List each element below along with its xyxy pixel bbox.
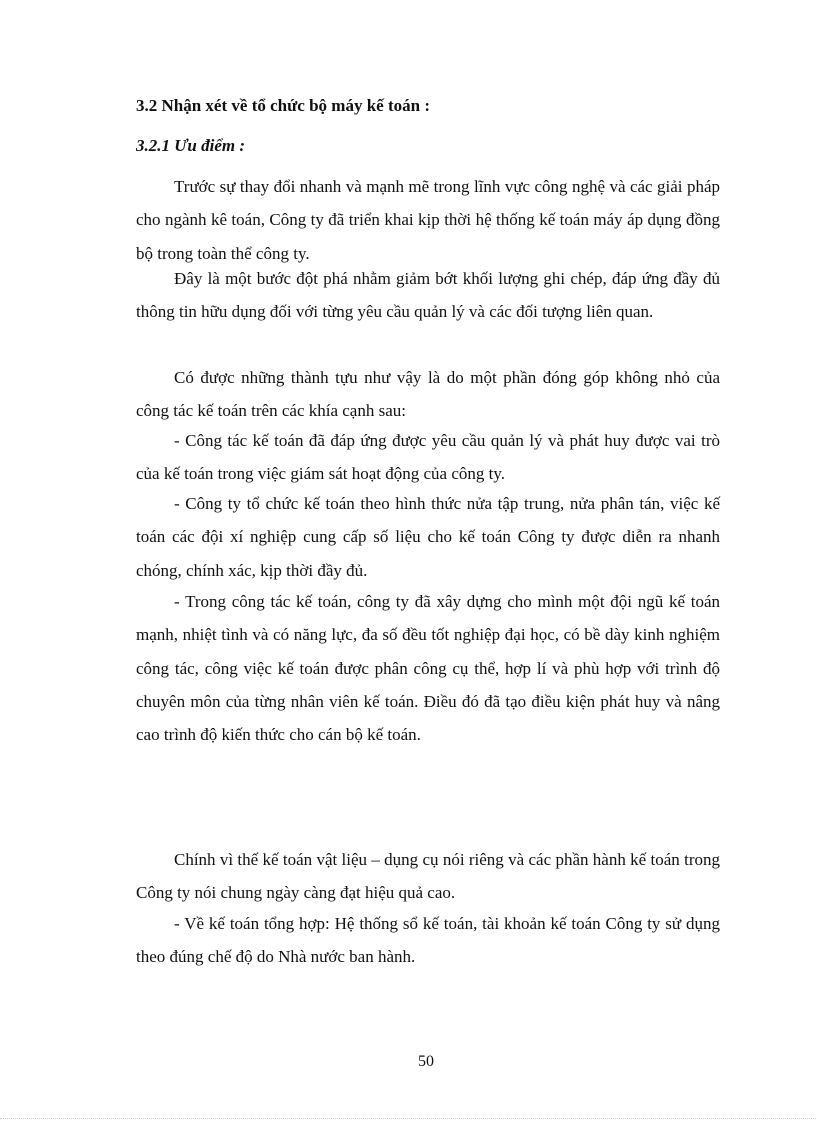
- paragraph-conclusion: Chính vì thế kế toán vật liệu – dụng cụ nói riêng và các phần hành kế toán trong Công ty nói chung ngày càng đạt hiệu quả cao.: [136, 850, 720, 903]
- subsection-heading: 3.2.1 Ưu điểm :: [136, 136, 246, 155]
- paragraph-bullet-general-accounting: - Về kế toán tổng hợp: Hệ thống sổ kế toán, tài khoản kế toán Công ty sử dụng theo đúng chế độ do Nhà nước ban hành.: [136, 914, 720, 967]
- page-number: 50: [418, 1053, 434, 1070]
- paragraph-achievements: Có được những thành tựu như vậy là do một phần đóng góp không nhỏ của công tác kế toán trên các khía cạnh sau:: [136, 368, 720, 421]
- paragraph-intro: Trước sự thay đổi nhanh và mạnh mẽ trong lĩnh vực công nghệ và các giải pháp cho ngành kê toán, Công ty đã triển khai kịp thời hệ thống kế toán máy áp dụng đồng bộ trong toàn thể công ty.: [136, 177, 720, 263]
- page-bottom-rule: [0, 1118, 816, 1119]
- paragraph-breakthrough: Đây là một bước đột phá nhằm giảm bớt khối lượng ghi chép, đáp ứng đầy đủ thông tin hữu dụng đối với từng yêu cầu quản lý và các đối tượng liên quan.: [136, 269, 720, 322]
- paragraph-bullet-management: - Công tác kế toán đã đáp ứng được yêu cầu quản lý và phát huy được vai trò của kế toán trong việc giám sát hoạt động của công ty.: [136, 431, 720, 484]
- section-heading: 3.2 Nhận xét về tổ chức bộ máy kế toán :: [136, 96, 430, 115]
- paragraph-bullet-staff: - Trong công tác kế toán, công ty đã xây dựng cho mình một đội ngũ kế toán mạnh, nhiệt tình và có năng lực, đa số đều tốt nghiệp đại học, có bề dày kinh nghiệm công tác, công việc kế toán được phân công cụ thể, hợp lí và phù hợp với trình độ chuyên môn của từng nhân viên kế toán. Điều đó đã tạo điều kiện phát huy và nâng cao trình độ kiến thức cho cán bộ kế toán.: [136, 592, 720, 745]
- paragraph-bullet-organization: - Công ty tổ chức kế toán theo hình thức nửa tập trung, nửa phân tán, việc kế toán các đội xí nghiệp cung cấp số liệu cho kế toán Công ty được diễn ra nhanh chóng, chính xác, kịp thời đầy đủ.: [136, 494, 720, 580]
